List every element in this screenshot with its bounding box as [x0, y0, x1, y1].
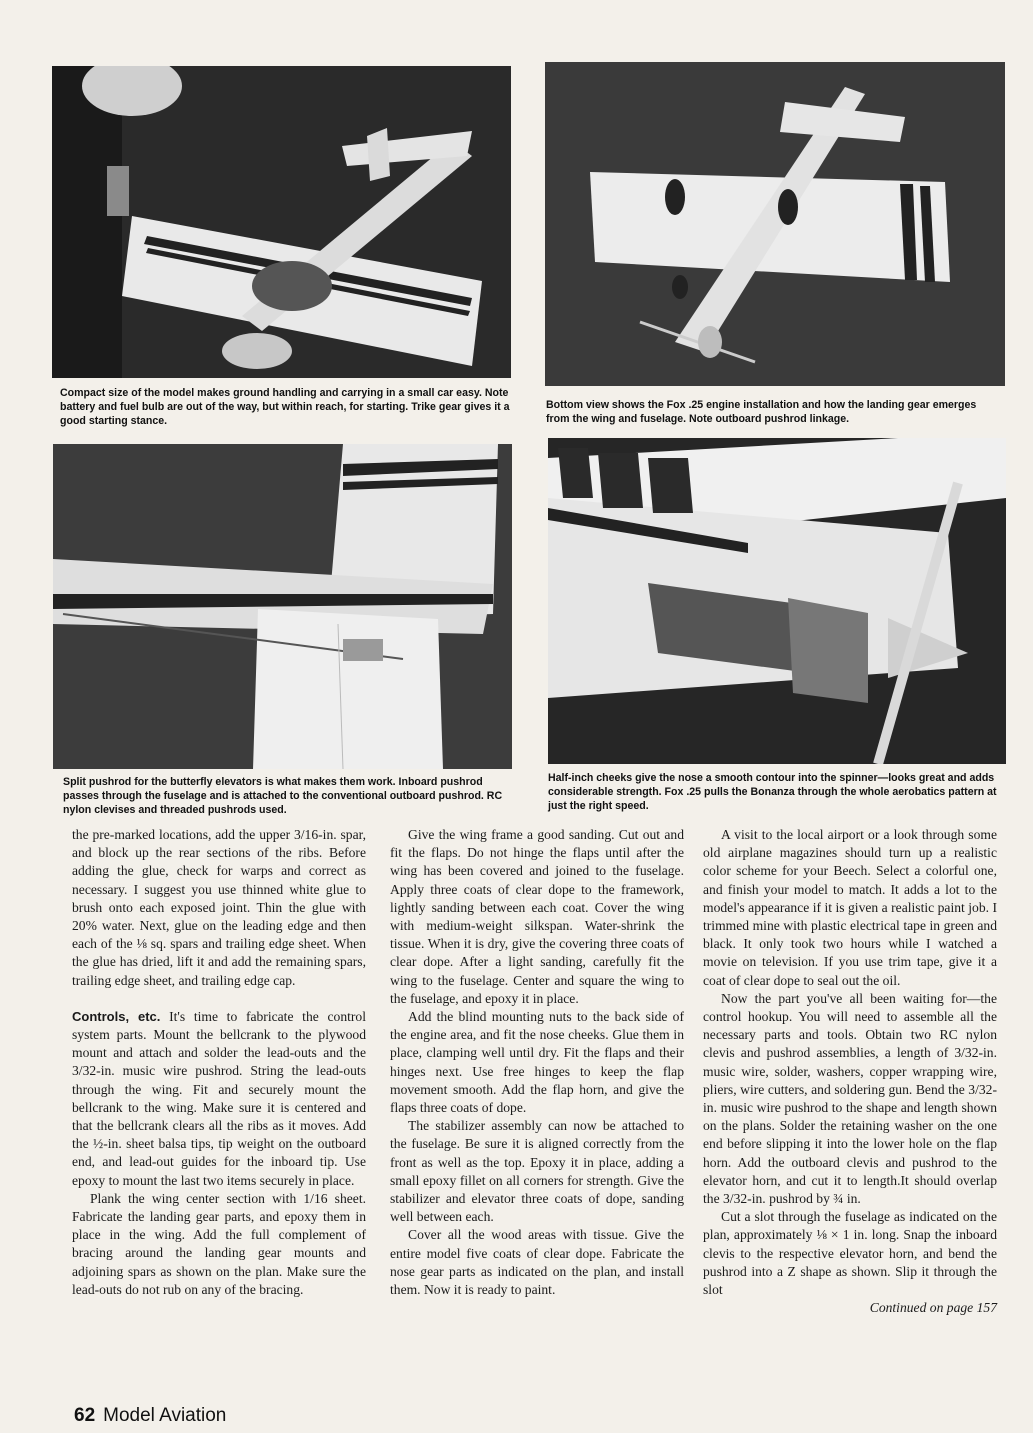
photo-butterfly-elevator-pushrod: [53, 444, 512, 769]
col3-paragraph: A visit to the local airport or a look through some old airplane magazines should turn up a realistic color scheme for your Beech. Select a colorful one, and finish your model to match. It adds a lot to the model's appearance if it is given a realistic paint job. I trimmed mine with plastic electrical tape in green and black. It only took two hours while I watched a movie on television. If you use trim tape, give it a coat of clear dope to seal out the oil.: [703, 827, 997, 988]
caption-top-right: Bottom view shows the Fox .25 engine installation and how the landing gear emerges from the wing and fuselage. Note outboard pushrod linkage.: [546, 399, 977, 425]
col1-paragraph: Plank the wing center section with 1/16 sheet. Fabricate the landing gear parts, and epoxy them in place in the wing. Add the full complement of bracing around the landing gear mounts and adjoining spars as shown on the plan. Make sure the lead-outs do not rub on any of the bracing.: [72, 1190, 366, 1297]
article-column-3: [703, 826, 997, 1317]
col1-paragraph: the pre-marked locations, add the upper 3/16-in. spar, and block up the rear sections of the ribs. Before adding the glue, check for warps and correct as necessary. I suggest you use thinned white glue to brush onto each exposed joint. Thin the glue with 20% water. Next, glue on the leading edge and then each of the ⅛ sq. spars and trailing edge sheet. When the glue has dried, lift it and add the remaining spars, trailing edge sheet, and trailing edge cap.: [72, 827, 366, 988]
col1-controls-text: It's time to fabricate the control system parts. Mount the bellcrank to the plywood mount and attach and solder the lead-outs and the 3/32-in. music wire pushrod. String the lead-outs through the wing. Fit and securely mount the bellcrank to the wing. Make sure it is centered and that the bellcrank clears all the ribs as it moves. Add the ½-in. sheet balsa tips, tip weight on the outboard end, and lead-out guides for the inboard tip. Use epoxy to mount the last two items securely in place.: [72, 1008, 366, 1188]
photo-model-bottom-view: [545, 62, 1005, 386]
photo-model-ground-handling: [52, 66, 511, 378]
continued-on-page: Continued on page 157: [869, 1300, 997, 1316]
col2-paragraph: Give the wing frame a good sanding. Cut out and fit the flaps. Do not hinge the flaps until after the wing has been covered and joined to the fuselage. Apply three coats of clear dope to the framework, lightly sanding between each coat. Cover the wing with medium-weight silkspan. Water-shrink the tissue. When it is dry, give the covering three coats of clear dope. After a light sanding, carefully fit the wing to the fuselage. Center and square the wing to the fuselage, and epoxy it in place.: [390, 827, 684, 1006]
photo-nose-cheeks-engine: [548, 438, 1006, 764]
col2-paragraph: Add the blind mounting nuts to the back side of the engine area, and fit the nose cheeks. Glue them in place, clamping well until dry. Fit the flaps and their hinges next. Use free hinges to keep the flap movement smooth. Add the flap horn, and give the flaps three coats of dope.: [390, 1009, 684, 1116]
col3-paragraph: Now the part you've all been waiting for—the control hookup. You will need to assemble all the necessary parts and tools. Obtain two RC nylon clevis and pushrod assemblies, a length of 3/32-in. music wire, solder, washers, copper wrapping wire, pliers, wire cutters, and soldering gun. Bend the 3/32-in. music wire pushrod to the shape and length shown on the plans. Solder the retaining washer on the one end before slipping it into the lower hole on the flap horn. Add the outboard clevis and pushrod to the elevator horn, and cut it to length.It should overlap the 3/32-in. pushrod by ¾ in.: [703, 990, 997, 1207]
article-column-1: [72, 826, 366, 1299]
page-number: 62: [74, 1405, 96, 1426]
caption-bottom-left: Split pushrod for the butterfly elevators is what makes them work. Inboard pushrod passes through the fuselage and is attached to the conventional outboard pushrod. RC nylon clevises and threaded pushrods used.: [63, 776, 503, 816]
col1-controls-paragraph: [72, 1008, 366, 1190]
col3-paragraph: Cut a slot through the fuselage as indicated on the plan, approximately ⅛ × 1 in. long. Snap the inboard clevis to the respective elevator horn, and bend the pushrod into a Z shape as shown. Slip it through the slot: [703, 1209, 997, 1298]
caption-top-left: Compact size of the model makes ground handling and carrying in a small car easy. Note battery and fuel bulb are out of the way, but within reach, for starting. Trike gear gives it a good starting stance.: [60, 387, 510, 427]
magazine-name: Model Aviation: [103, 1405, 227, 1426]
caption-bottom-right: Half-inch cheeks give the nose a smooth contour into the spinner—looks great and adds considerable strength. Fox .25 pulls the Bonanza through the whole aerobatics pattern at just the right speed.: [548, 772, 997, 812]
col2-paragraph: Cover all the wood areas with tissue. Give the entire model five coats of clear dope. Fabricate the nose gear parts as indicated on the plan, and install them. Now it is ready to paint.: [390, 1227, 684, 1298]
article-column-2: [390, 826, 684, 1299]
section-heading-controls: Controls, etc.: [72, 1008, 161, 1024]
page-footer: [74, 1405, 226, 1427]
col2-paragraph: The stabilizer assembly can now be attached to the fuselage. Be sure it is aligned correctly from the front as well as the top. Epoxy it in place, adding a small epoxy fillet on all corners for strength. Give the stabilizer and elevator three coats of dope, sanding well between each.: [390, 1118, 684, 1225]
